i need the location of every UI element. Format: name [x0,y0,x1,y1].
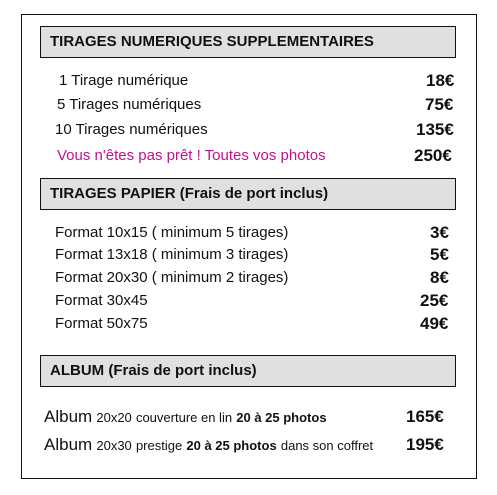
item-label: Format 20x30 ( minimum 2 tirages) [55,269,289,286]
price-row-papier-50x75 [55,313,455,335]
item-price: 3€ [430,223,449,242]
item-label: 1 Tirage numérique [59,72,189,89]
album-desc: prestige [135,438,183,453]
album-description [44,434,373,457]
item-label: 5 Tirages numériques [57,96,202,113]
album-size: 20x20 [96,410,132,425]
section-title-numeriques: TIRAGES NUMERIQUES SUPPLEMENTAIRES [50,33,374,50]
price-row-papier-30x45 [55,290,455,312]
item-label: Format 30x45 [55,292,148,309]
item-price: 49€ [420,314,449,333]
album-description [44,406,327,429]
price-row-papier-10x15 [55,222,455,244]
album-size: 20x30 [96,438,132,453]
album-photos: 20 à 25 photos [186,438,277,453]
item-price: 18€ [426,71,455,90]
item-label: Format 10x15 ( minimum 5 tirages) [55,224,289,241]
price-row-papier-20x30 [55,267,455,289]
section-title-album: ALBUM (Frais de port inclus) [50,362,257,379]
section-header-album [40,355,456,387]
album-word: Album [44,435,93,454]
item-label: Format 50x75 [55,315,148,332]
price-row-papier-13x18 [55,244,455,266]
price-row-album-20x20 [44,406,454,428]
item-price: 195€ [406,435,444,454]
section-title-papier: TIRAGES PAPIER (Frais de port inclus) [50,185,329,202]
album-desc: couverture en lin [135,410,233,425]
item-price: 25€ [420,291,449,310]
price-row-numerique-10 [55,119,461,141]
item-label-highlight: Vous n'êtes pas prêt ! Toutes vos photos [57,147,326,164]
album-photos: 20 à 25 photos [236,410,327,425]
album-word: Album [44,407,93,426]
price-row-numerique-1 [59,70,461,92]
item-label: Format 13x18 ( minimum 3 tirages) [55,246,289,263]
price-row-album-20x30 [44,434,454,456]
album-tail: dans son coffret [280,438,374,453]
section-header-papier [40,178,456,210]
item-price: 5€ [430,245,449,264]
item-price: 8€ [430,268,449,287]
section-header-numeriques [40,26,456,58]
item-price: 250€ [414,146,452,165]
item-price: 75€ [425,95,454,114]
item-price: 135€ [416,120,454,139]
price-row-numerique-5 [57,94,461,116]
item-price: 165€ [406,407,444,426]
price-row-numerique-all [57,145,461,167]
item-label: 10 Tirages numériques [55,121,208,138]
